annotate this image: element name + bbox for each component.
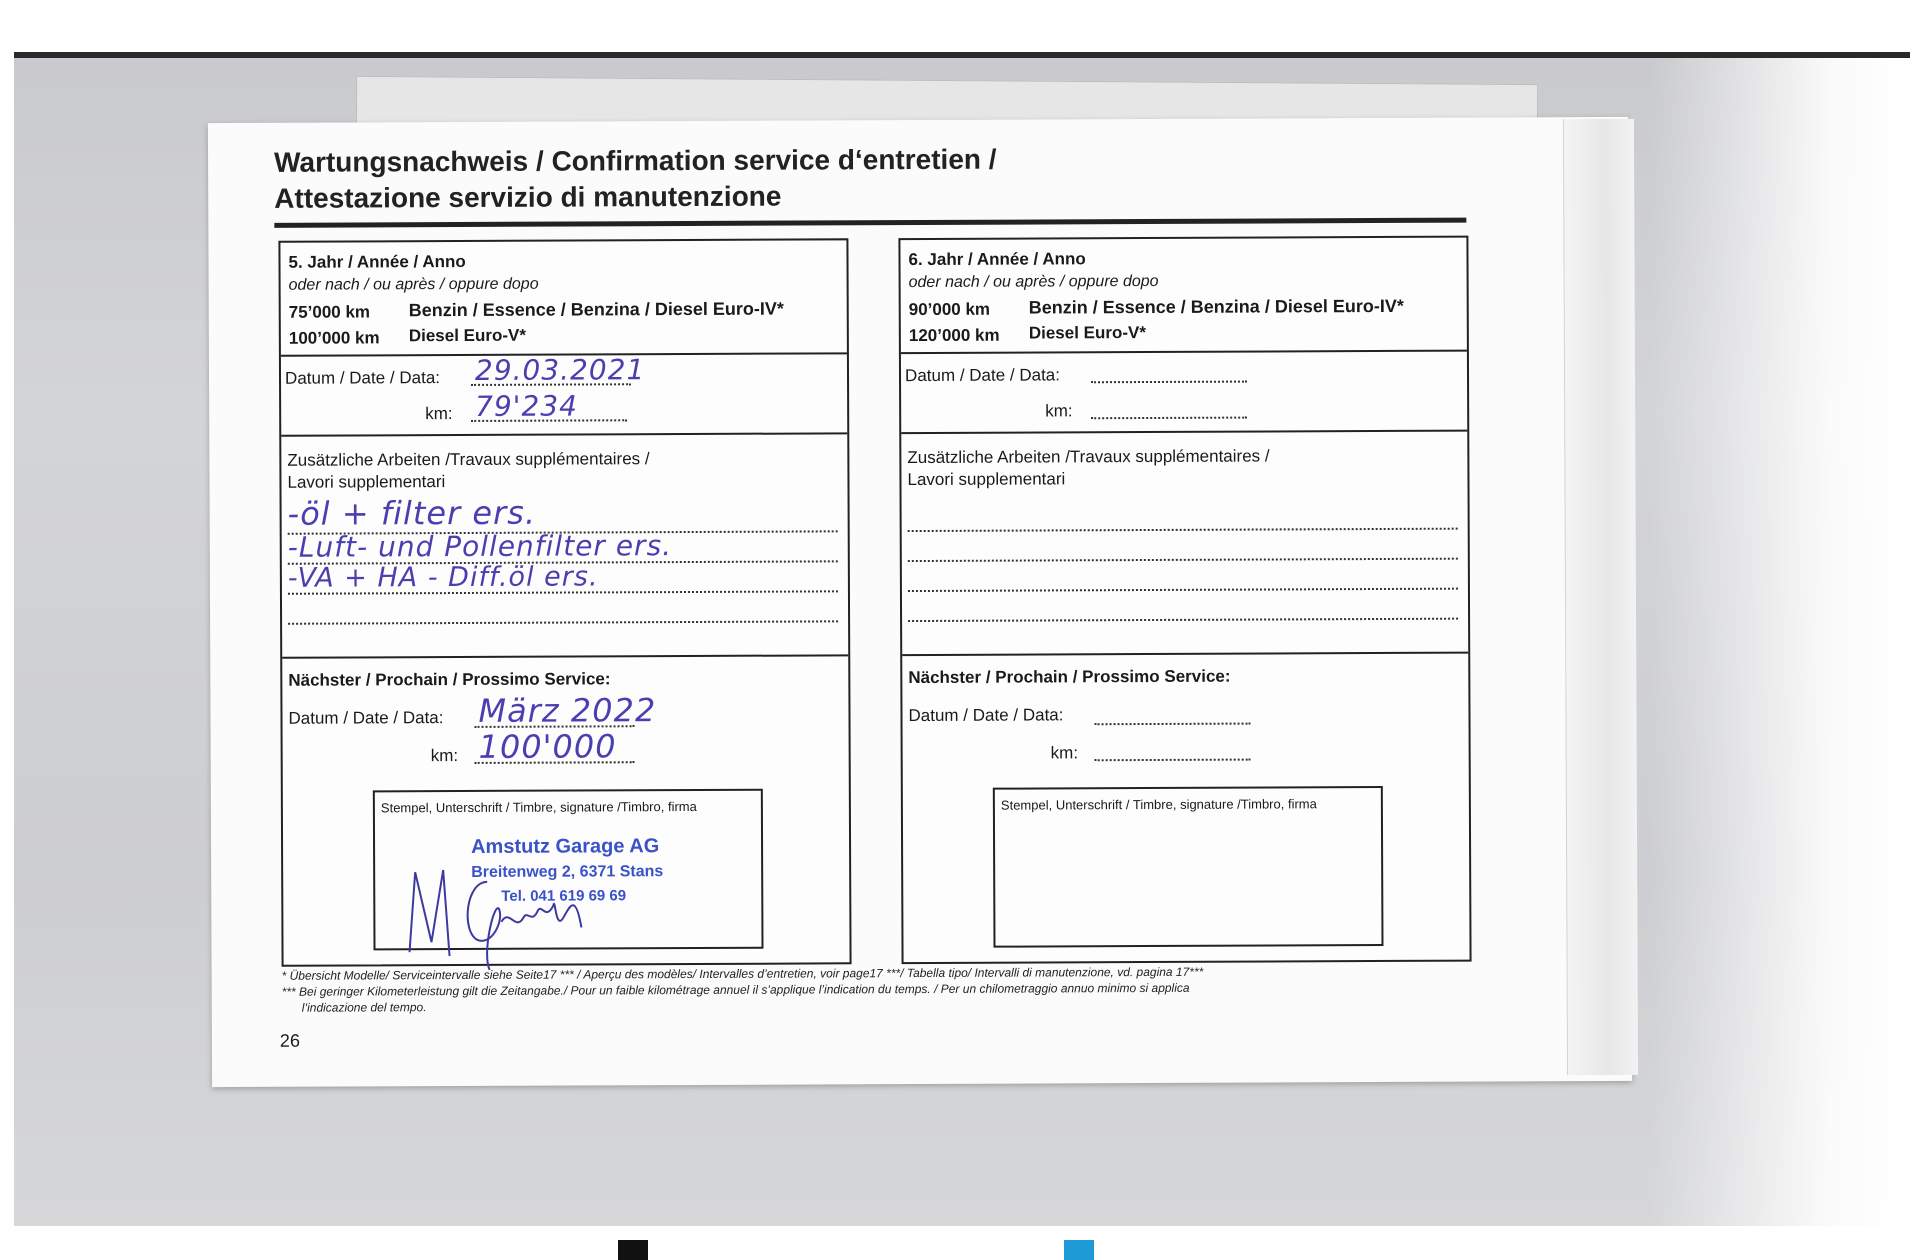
page-number: 26 bbox=[279, 1030, 300, 1051]
after-label: oder nach / ou après / oppure dopo bbox=[908, 272, 1159, 292]
km-dots bbox=[1091, 417, 1247, 420]
stamp-signature-box bbox=[373, 789, 764, 951]
fuel-diesel: Diesel Euro-V* bbox=[408, 325, 527, 346]
stamp-telephone: Tel. 041 619 69 69 bbox=[501, 887, 627, 905]
km-label: km: bbox=[1045, 401, 1073, 421]
extra-work-label-2: Lavori supplementari bbox=[907, 469, 1066, 490]
date-label: Datum / Date / Data: bbox=[284, 368, 441, 388]
scan-marker-blue bbox=[1064, 1240, 1094, 1260]
next-service-section bbox=[902, 652, 1469, 962]
next-date-handwritten: März 2022 bbox=[478, 691, 657, 730]
date-dots bbox=[1091, 381, 1247, 384]
next-km-label: km: bbox=[1050, 743, 1079, 763]
stamp-label: Stempel, Unterschrift / Timbre, signature /Timbro, firma bbox=[380, 798, 697, 816]
fuel-petrol: Benzin / Essence / Benzina / Diesel Euro-IV* bbox=[408, 298, 784, 321]
service-box-year-5 bbox=[278, 238, 851, 966]
work-entry-1: -öl + filter ers. bbox=[287, 493, 537, 533]
work-entry-2: -Luft- und Pollenfilter ers. bbox=[287, 529, 673, 564]
km-diesel: 100’000 km bbox=[288, 328, 380, 348]
stamp-address: Breitenweg 2, 6371 Stans bbox=[471, 863, 664, 881]
page-binding-edge bbox=[1563, 119, 1638, 1075]
scan-marker-black bbox=[618, 1240, 648, 1260]
km-petrol: 90’000 km bbox=[908, 299, 991, 320]
year-label: 5. Jahr / Année / Anno bbox=[288, 251, 466, 272]
work-line-3 bbox=[908, 588, 1458, 592]
fuel-diesel: Diesel Euro-V* bbox=[1028, 323, 1147, 343]
interval-header bbox=[280, 240, 846, 356]
extra-work-label-2: Lavori supplementari bbox=[287, 472, 446, 492]
footnote-line-3: l’indicazione del tempo. bbox=[281, 1000, 427, 1015]
next-service-label: Nächster / Prochain / Prossimo Service: bbox=[288, 669, 611, 690]
after-label: oder nach / ou après / oppure dopo bbox=[288, 275, 539, 294]
title-rule bbox=[274, 218, 1466, 228]
work-line-2 bbox=[908, 558, 1458, 562]
next-service-section bbox=[282, 654, 849, 964]
next-date-label: Datum / Date / Data: bbox=[288, 708, 444, 728]
next-service-label: Nächster / Prochain / Prossimo Service: bbox=[908, 666, 1231, 688]
booklet-page bbox=[208, 117, 1632, 1087]
year-label: 6. Jahr / Année / Anno bbox=[908, 249, 1086, 270]
service-box-year-6 bbox=[898, 236, 1471, 964]
service-date-section bbox=[901, 350, 1467, 434]
next-date-dots bbox=[1095, 723, 1251, 726]
next-date-label: Datum / Date / Data: bbox=[908, 705, 1064, 726]
km-label: km: bbox=[425, 404, 453, 424]
stamp-signature-box bbox=[993, 786, 1384, 948]
footnote-line-1: * Übersicht Modelle/ Serviceintervalle siehe Seite17 *** / Aperçu des modèles/ Intervalles d’entretien, voir page17 ***/ Tabella tipo/ Intervalli di manutenzione, vd. pagina 17*** bbox=[281, 964, 1204, 983]
work-line-1 bbox=[908, 528, 1458, 532]
next-km-handwritten: 100'000 bbox=[478, 727, 617, 766]
handwritten-signature bbox=[405, 851, 616, 972]
date-handwritten: 29.03.2021 bbox=[474, 353, 646, 387]
service-date-section bbox=[281, 352, 847, 436]
stamp-label: Stempel, Unterschrift / Timbre, signature /Timbro, firma bbox=[1000, 796, 1317, 813]
extra-work-label-1: Zusätzliche Arbeiten /Travaux supplémentaires / bbox=[287, 449, 650, 470]
interval-header bbox=[900, 238, 1466, 354]
work-line-4 bbox=[288, 620, 838, 624]
km-petrol: 75’000 km bbox=[288, 302, 371, 322]
km-handwritten: 79'234 bbox=[475, 389, 578, 423]
additional-work-section bbox=[901, 430, 1468, 656]
fuel-petrol: Benzin / Essence / Benzina / Diesel Euro-IV* bbox=[1028, 295, 1404, 318]
additional-work-section bbox=[281, 432, 848, 658]
footnote-line-2: *** Bei geringer Kilometerleistung gilt die Zeitangabe./ Pour un faible kilométrage annuel il s’applique l’indication du temps. / Per un chilometraggio annuo minimo si applica bbox=[281, 980, 1190, 999]
work-line-4 bbox=[908, 618, 1458, 622]
km-diesel: 120’000 km bbox=[908, 325, 1000, 346]
next-km-label: km: bbox=[430, 746, 459, 766]
work-entry-3: -VA + HA - Diff.öl ers. bbox=[287, 561, 599, 594]
title-line-1: Wartungsnachweis / Confirmation service d‘entretien / bbox=[274, 143, 997, 178]
next-km-dots bbox=[1095, 759, 1251, 762]
date-label: Datum / Date / Data: bbox=[904, 365, 1061, 386]
title-line-2: Attestazione servizio di manutenzione bbox=[274, 180, 782, 214]
extra-work-label-1: Zusätzliche Arbeiten /Travaux supplémentaires / bbox=[907, 446, 1270, 468]
page-title bbox=[274, 142, 997, 217]
stamp-company-name: Amstutz Garage AG bbox=[471, 835, 660, 858]
